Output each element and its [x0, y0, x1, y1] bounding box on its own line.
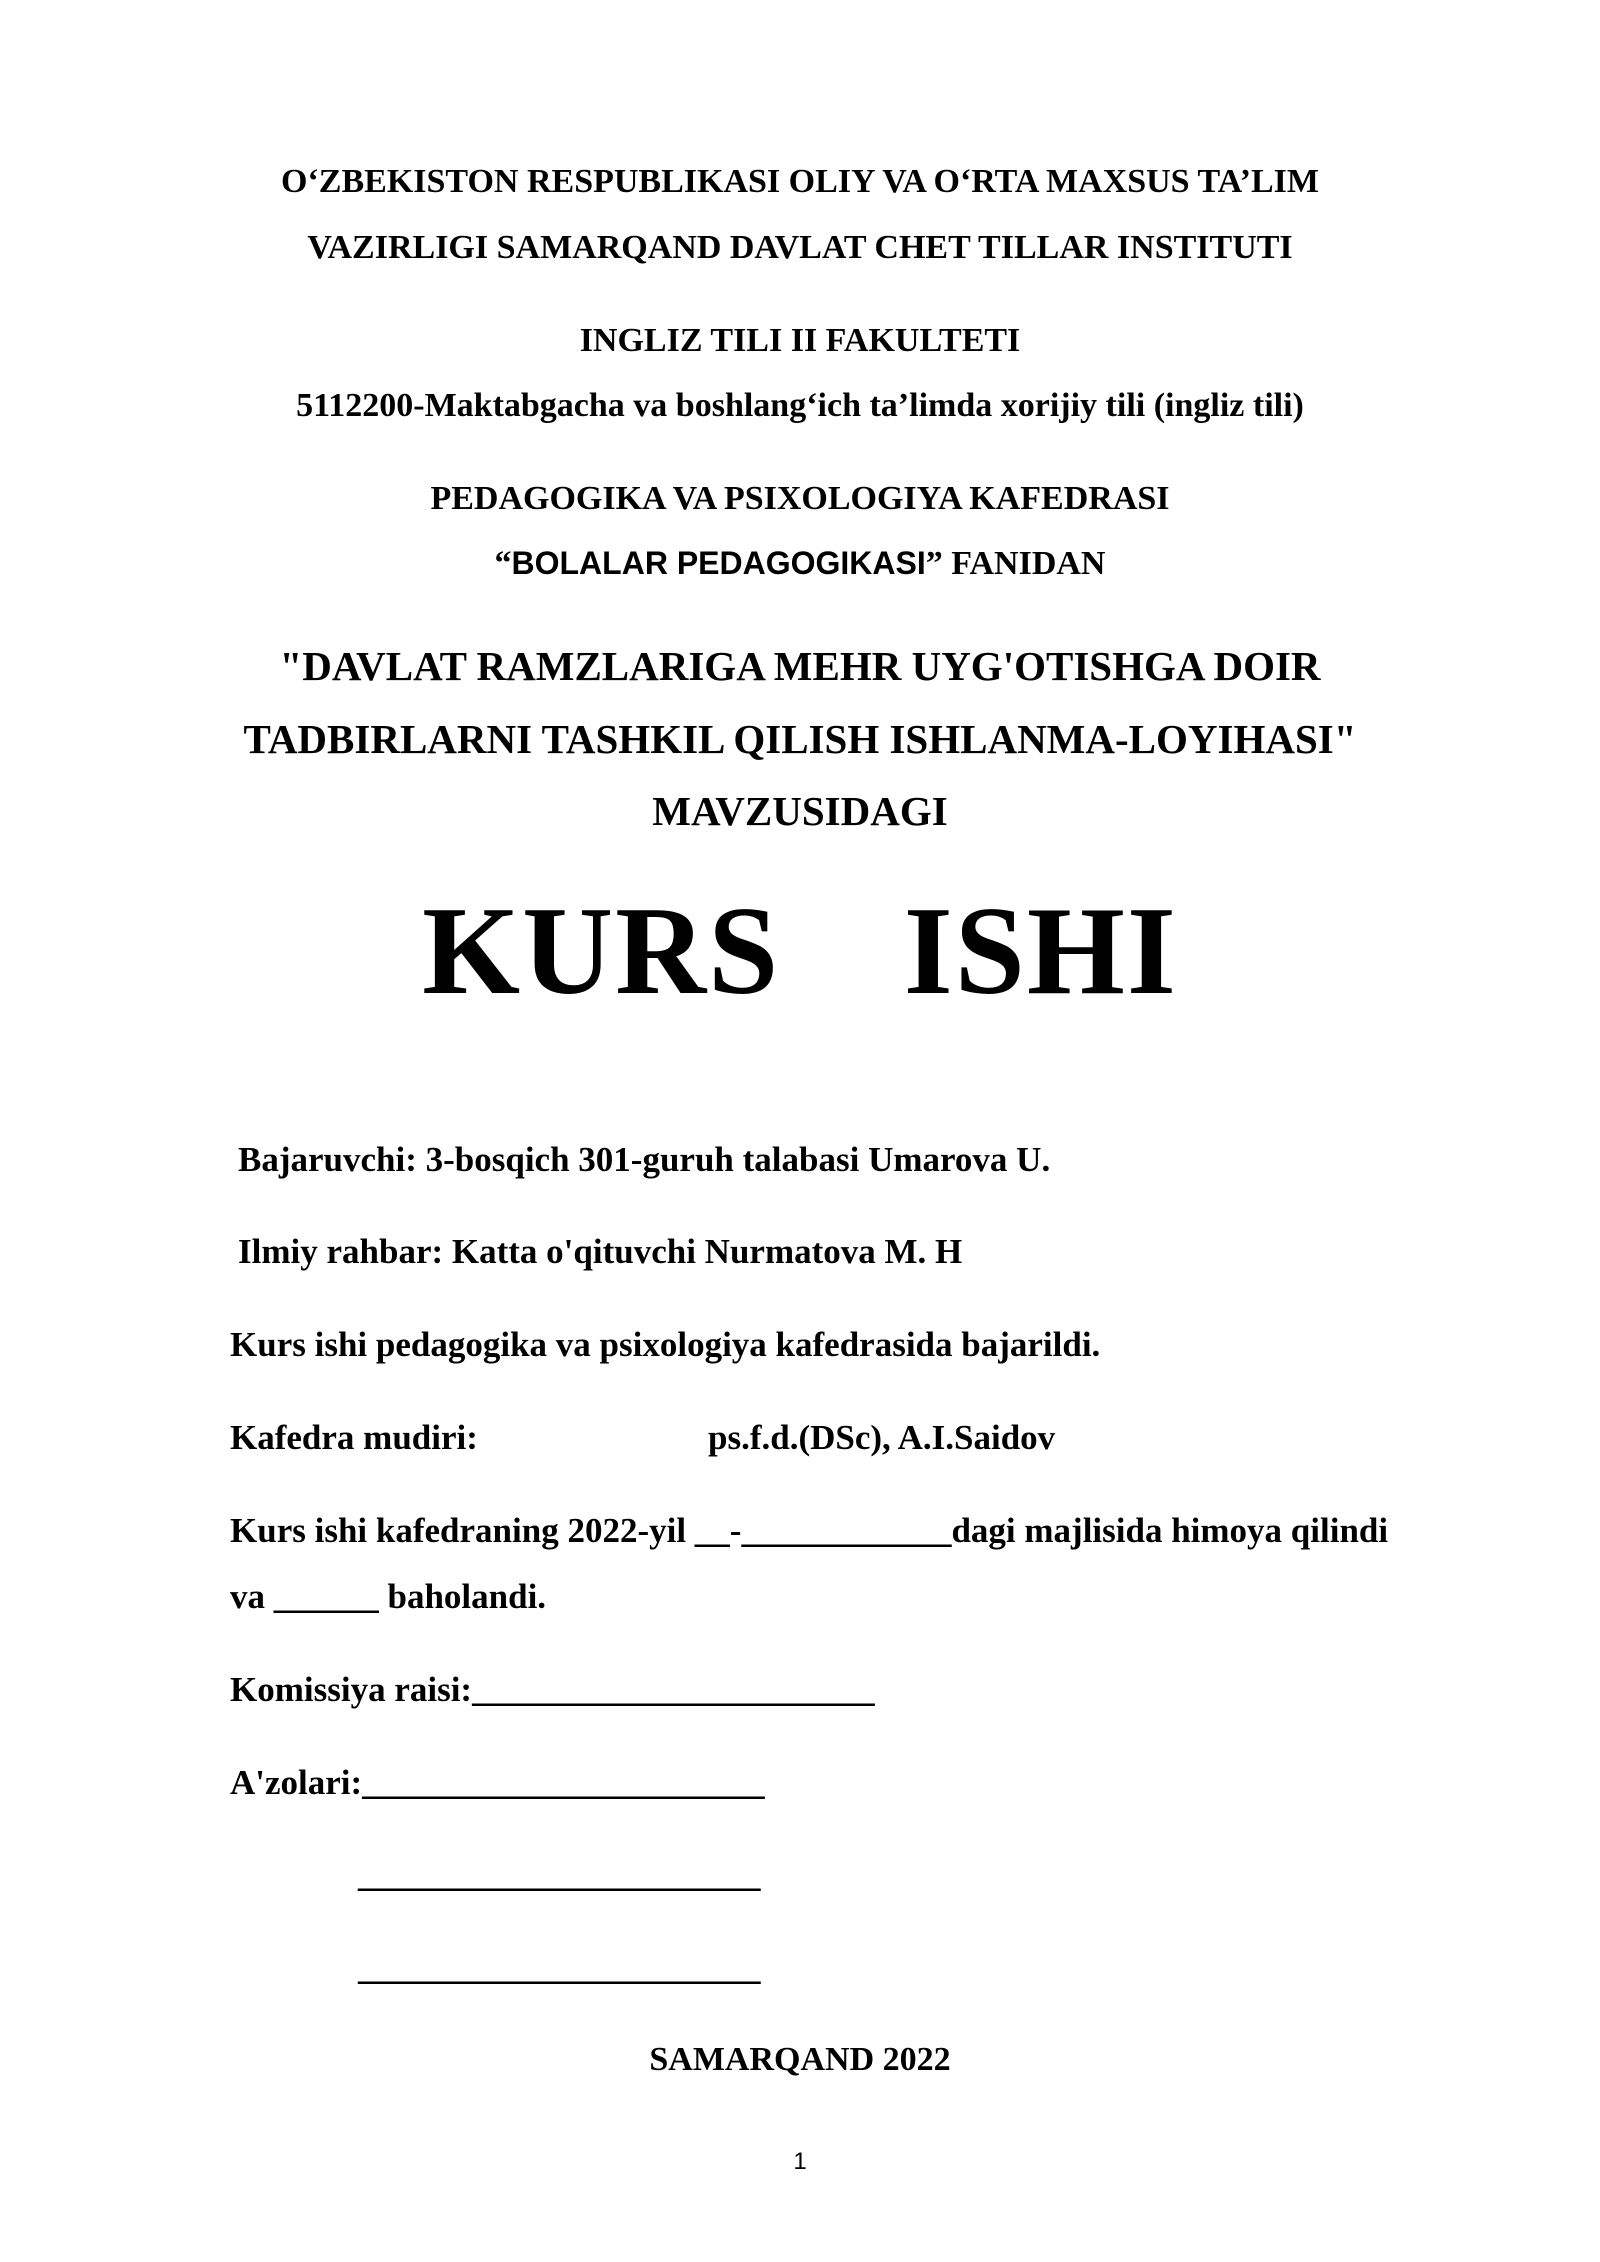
subject-name: BOLALAR PEDAGOGIKASI	[511, 545, 926, 581]
commission-chair-line: Komissiya raisi:_______________________	[230, 1670, 875, 1709]
commission-members-line: A'zolari:_______________________	[230, 1763, 765, 1802]
city-year: SAMARQAND 2022	[649, 2041, 951, 2078]
page-number: 1	[793, 2148, 807, 2175]
defense-line-2: va ______ baholandi.	[230, 1577, 547, 1616]
defense-line-1: Kurs ishi kafedraning 2022-yil __-____________dagi majlisida himoya qilindi	[230, 1511, 1389, 1550]
ministry-line-2: VAZIRLIGI SAMARQAND DAVLAT CHET TILLAR INSTITUTI	[307, 229, 1293, 266]
faculty-name: INGLIZ TILI II FAKULTETI	[579, 322, 1021, 359]
topic-line-2: TADBIRLARNI TASHKIL QILISH ISHLANMA-LOYIHASI"	[243, 716, 1357, 762]
department-head-name: ps.f.d.(DSc), A.I.Saidov	[708, 1418, 1056, 1457]
topic-line-3: MAVZUSIDAGI	[652, 788, 948, 834]
signature-blank-2: _______________________	[358, 1948, 761, 1987]
subject-line	[0, 545, 1600, 583]
subject-quote-open: “	[494, 545, 512, 582]
executor-line: Bajaruvchi: 3-bosqich 301-guruh talabasi Umarova U.	[238, 1140, 1051, 1179]
topic-line-1: "DAVLAT RAMZLARIGA MEHR UYG'OTISHGA DOIR	[279, 643, 1321, 689]
subject-suffix: ” FANIDAN	[925, 545, 1106, 582]
supervisor-line: Ilmiy rahbar: Katta o'qituvchi Nurmatova M. H	[238, 1232, 963, 1271]
signature-blank-1: _______________________	[358, 1855, 761, 1894]
ministry-line-1: O‘ZBEKISTON RESPUBLIKASI OLIY VA O‘RTA MAXSUS TA’LIM	[281, 163, 1319, 200]
department-head-label: Kafedra mudiri:	[230, 1418, 478, 1457]
document-title: KURS ISHI	[422, 882, 1178, 1021]
department-name: PEDAGOGIKA VA PSIXOLOGIYA KAFEDRASI	[430, 480, 1170, 517]
completion-line: Kurs ishi pedagogika va psixologiya kafedrasida bajarildi.	[230, 1325, 1101, 1364]
specialty-line: 5112200-Maktabgacha va boshlang‘ich ta’limda xorijiy tili (ingliz tili)	[296, 387, 1304, 424]
